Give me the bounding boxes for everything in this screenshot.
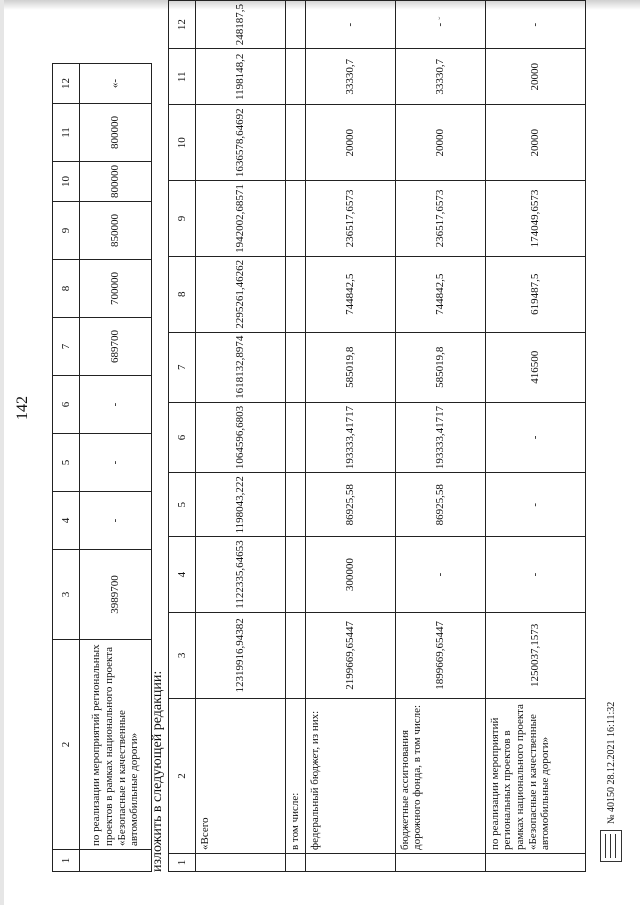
cell: 20000 xyxy=(395,105,485,181)
row-label: в том числе: xyxy=(286,699,306,854)
header-cell: 1 xyxy=(169,854,196,872)
cell: 2199669,65447 xyxy=(305,612,395,698)
header-cell: 11 xyxy=(169,49,196,105)
cell: 300000 xyxy=(305,537,395,612)
header-cell: 7 xyxy=(169,332,196,402)
cell: 585019,8 xyxy=(395,332,485,402)
cell: 1899669,65447 xyxy=(395,612,485,698)
header-cell: 2 xyxy=(53,640,80,850)
header-cell: 9 xyxy=(53,202,80,260)
cell: 619487,5 xyxy=(485,256,585,332)
cell xyxy=(286,537,306,612)
cell: 236517,6573 xyxy=(395,181,485,257)
cell: 689700 xyxy=(80,318,152,376)
header-cell: 3 xyxy=(169,612,196,698)
header-cell: 8 xyxy=(53,260,80,318)
cell: 2295261,46262 xyxy=(196,256,286,332)
cell: - xyxy=(80,376,152,434)
stamp-icon xyxy=(600,830,622,862)
cell: 193333,41717 xyxy=(305,402,395,472)
cell: 86925,58 xyxy=(395,473,485,537)
cell: 1618132,8974 xyxy=(196,332,286,402)
cell: - xyxy=(80,492,152,550)
cell: 236517,6573 xyxy=(305,181,395,257)
cell: 248187,5 xyxy=(196,1,286,49)
table-row xyxy=(485,1,585,872)
cell: 193333,41717 xyxy=(395,402,485,472)
header-cell: 4 xyxy=(53,492,80,550)
cell xyxy=(286,181,306,257)
cell: 20000 xyxy=(485,105,585,181)
cell: 700000 xyxy=(80,260,152,318)
cell: 86925,58 xyxy=(305,473,395,537)
header-cell: 12 xyxy=(53,64,80,104)
cell xyxy=(395,854,485,872)
cell xyxy=(286,256,306,332)
budget-table-new xyxy=(168,0,586,872)
cell: 850000 xyxy=(80,202,152,260)
registration-text: № 40150 28.12.2021 16:11:32 xyxy=(605,701,617,824)
cell: - xyxy=(395,537,485,612)
cell: - xyxy=(485,1,585,49)
header-cell: 5 xyxy=(53,434,80,492)
cell: 1250037,1573 xyxy=(485,612,585,698)
cell xyxy=(286,1,306,49)
table-row xyxy=(395,1,485,872)
row-label: бюджетные ассигнования дорожного фонда, в том числе: xyxy=(395,699,485,854)
header-cell: 10 xyxy=(169,105,196,181)
cell: 416500 xyxy=(485,332,585,402)
cell: - xyxy=(485,537,585,612)
cell: 585019,8 xyxy=(305,332,395,402)
cell xyxy=(80,850,152,872)
header-cell: 2 xyxy=(169,699,196,854)
header-cell: 12 xyxy=(169,1,196,49)
cell xyxy=(286,105,306,181)
header-cell: 11 xyxy=(53,104,80,162)
cell xyxy=(196,854,286,872)
header-cell: 5 xyxy=(169,473,196,537)
header-cell: 4 xyxy=(169,537,196,612)
page-number: 142 xyxy=(14,396,31,420)
table-header-row xyxy=(169,1,196,872)
cell: 33330,7 xyxy=(395,49,485,105)
header-cell: 1 xyxy=(53,850,80,872)
cell: 174049,6573 xyxy=(485,181,585,257)
cell: 744842,5 xyxy=(305,256,395,332)
row-label: федеральный бюджет, из них: xyxy=(305,699,395,854)
cell: - xyxy=(305,1,395,49)
table-row xyxy=(196,1,286,872)
cell xyxy=(286,612,306,698)
cell: 33330,7 xyxy=(305,49,395,105)
cell xyxy=(286,402,306,472)
cell: - xyxy=(80,434,152,492)
header-cell: 6 xyxy=(53,376,80,434)
cell: 12319916,94382 xyxy=(196,612,286,698)
cell xyxy=(485,854,585,872)
cell: 1198043,222 xyxy=(196,473,286,537)
header-cell: 7 xyxy=(53,318,80,376)
intro-text: изложить в следующей редакции: xyxy=(150,670,165,872)
cell: 3989700 xyxy=(80,550,152,640)
cell xyxy=(305,854,395,872)
cell: «- xyxy=(80,64,152,104)
cell xyxy=(286,332,306,402)
cell: 1064596,6803 xyxy=(196,402,286,472)
cell: 744842,5 xyxy=(395,256,485,332)
cell: - xyxy=(485,473,585,537)
table-header-row xyxy=(53,64,80,872)
cell xyxy=(286,49,306,105)
budget-table-old xyxy=(52,63,152,872)
cell: 1198148,2 xyxy=(196,49,286,105)
cell: 800000 xyxy=(80,104,152,162)
row-label: по реализации мероприятий региональных проектов в рамках национального проекта «Безопасные и качественные автомобильные дороги» xyxy=(485,699,585,854)
header-cell: 10 xyxy=(53,162,80,202)
scan-mark: ˇ xyxy=(438,16,449,20)
cell: 20000 xyxy=(305,105,395,181)
row-label: «Всего xyxy=(196,699,286,854)
cell: 1942002,68571 xyxy=(196,181,286,257)
cell: 1636578,64692 xyxy=(196,105,286,181)
header-cell: 6 xyxy=(169,402,196,472)
cell: - xyxy=(395,1,485,49)
row-label: по реализации мероприятий региональных проектов в рамках национального проекта «Безопасные и качественные автомобильные дороги» xyxy=(80,640,152,850)
cell xyxy=(286,854,306,872)
header-cell: 3 xyxy=(53,550,80,640)
table-row xyxy=(305,1,395,872)
header-cell: 9 xyxy=(169,181,196,257)
cell: - xyxy=(485,402,585,472)
cell xyxy=(286,473,306,537)
header-cell: 8 xyxy=(169,256,196,332)
registration-footer xyxy=(600,702,622,862)
table-row xyxy=(286,1,306,872)
cell: 20000 xyxy=(485,49,585,105)
cell: 1122335,64653 xyxy=(196,537,286,612)
table-row xyxy=(80,64,152,872)
cell: 800000 xyxy=(80,162,152,202)
